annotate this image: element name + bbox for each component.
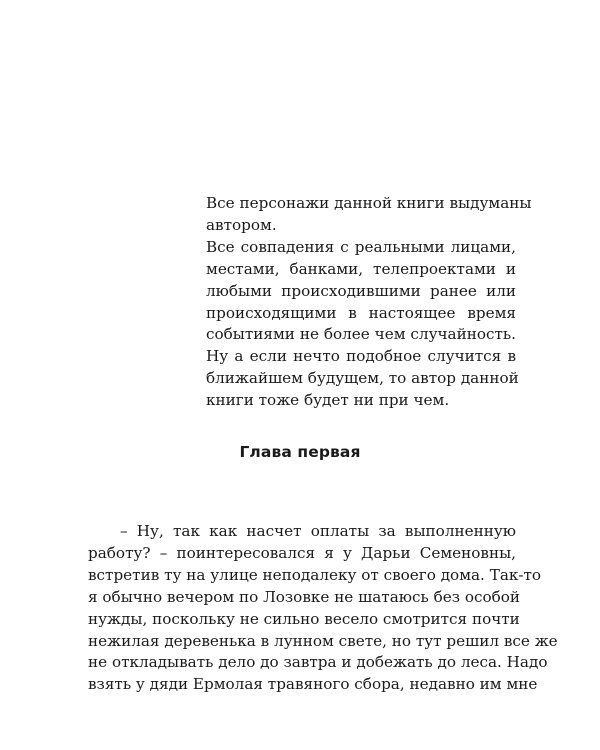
body-line: встретив ту на улице неподалеку от своего дома. Так-то [88, 565, 542, 584]
chapter-title: Глава первая [239, 443, 361, 461]
body-line: я обычно вечером по Лозовке не шатаюсь без особой [88, 587, 521, 606]
body-line: взять у дяди Ермолая травяного сбора, недавно им мне [88, 675, 538, 694]
disclaimer-line: Ну а если нечто подобное случится в [206, 347, 516, 366]
body-line: – Ну, так как насчет оплаты за выполненную [120, 522, 516, 540]
body-text [88, 521, 558, 696]
disclaimer-line: Все совпадения с реальными лицами, [206, 237, 516, 256]
disclaimer-line: событиями не более чем случайность. [206, 325, 516, 344]
body-line: нежилая деревенька в лунном свете, но тут решил все же [88, 631, 558, 650]
body-line: нужды, поскольку не сильно весело смотрится почти [88, 609, 520, 628]
disclaimer-block [206, 193, 532, 412]
disclaimer-line: ближайшем будущем, то автор данной [206, 369, 519, 388]
disclaimer-line: книги тоже будет ни при чем. [206, 391, 450, 410]
disclaimer-line: местами, банками, телепроектами и [206, 259, 516, 278]
disclaimer-line: происходящими в настоящее время [206, 303, 516, 322]
disclaimer-line: любыми происходившими ранее или [206, 281, 516, 300]
body-line: работу? – поинтересовался я у Дарьи Семеновны, [88, 543, 516, 562]
disclaimer-line: Все персонажи данной книги выдуманы [206, 194, 532, 212]
body-line: не откладывать дело до завтра и добежать до леса. Надо [88, 653, 548, 672]
disclaimer-line: автором. [206, 215, 277, 234]
